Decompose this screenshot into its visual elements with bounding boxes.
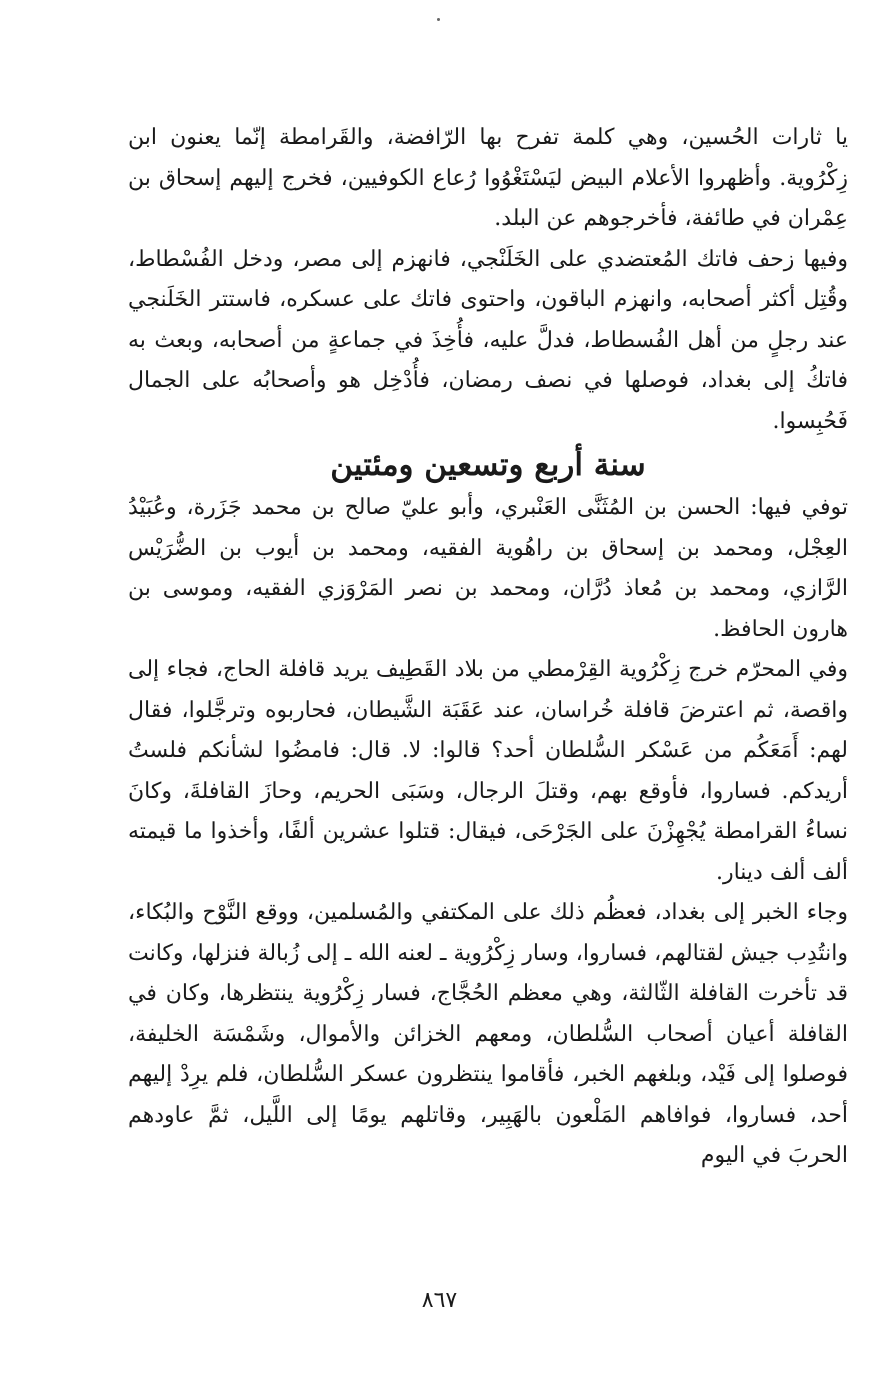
paragraph-4: وفي المحرّم خرج زِكْرُوية القِرْمطي من بلاد القَطِيف يريد قافلة الحاج، فجاء إلى واقصة، ثم اعترضَ قافلة خُراسان، عند عَقَبَة الشَّيطان، فحاربوه وترجَّلوا، فقال لهم: أَمَعَكُم من عَسْكر السُّلطان أحد؟ قالوا: لا. قال: فامضُوا لشأنكم فلستُ أريدكم. فساروا، فأوقع بهم، وقتلَ الرجال، وسَبَى الحريم، وحازَ القافلةَ، وكانَ نساءُ القرامطة يُجْهِزْنَ على الجَرْحَى، فيقال: قتلوا عشرين ألفًا، وأخذوا ما قيمته ألف ألف دينار.	[128, 657, 848, 885]
paragraph-3: توفي فيها: الحسن بن المُثَنَّى العَنْبري، وأبو عليّ صالح بن محمد جَزَرة، وعُبَيْدُ العِجْل، ومحمد بن إسحاق بن راهُوية الفقيه، ومحمد بن أيوب بن الضُّرَيْس الرَّازي، ومحمد بن مُعاذ دُرَّان، ومحمد بن نصر المَرْوَزي الفقيه، وموسى بن هارون الحافظ.	[128, 495, 848, 642]
section-heading: سنة أربع وتسعين ومئتين	[330, 447, 646, 483]
page-number: ٨٦٧	[421, 1288, 458, 1313]
page-mark	[437, 18, 440, 21]
paragraph-1: يا ثارات الحُسين، وهي كلمة تفرح بها الرّافضة، والقَرامطة إنّما يعنون ابن زِكْرُوية. وأظهروا الأعلام البيض ليَسْتَغْوُوا رُعاع الكوفيين، فخرج إليهم إسحاق بن عِمْران في طائفة، فأخرجوهم عن البلد.	[128, 125, 848, 231]
paragraph-2: وفيها زحف فاتك المُعتضدي على الخَلَنْجي، فانهزم إلى مصر، ودخل الفُسْطاط، وقُتِل أكثر أصحابه، وانهزم الباقون، واحتوى فاتك على عسكره، فاستتر الخَلَنجي عند رجلٍ من أهل الفُسطاط، فدلَّ عليه، فأُخِذَ في جماعةٍ من أصحابه، وبعث به فاتكُ إلى بغداد، فوصلها في نصف رمضان، فأُدْخِل هو وأصحابُه على الجمال فَحُبِسوا.	[128, 246, 848, 434]
page-body	[128, 118, 848, 1177]
paragraph-5: وجاء الخبر إلى بغداد، فعظُم ذلك على المكتفي والمُسلمين، ووقع النَّوْح والبُكاء، وانتُدِب جيش لقتالهم، فساروا، وسار زِكْرُوية ـ لعنه الله ـ إلى زُبالة فنزلها، وكانت قد تأخرت القافلة الثّالثة، وهي معظم الحُجَّاج، فسار زِكْرُوية ينتظرها، وكان في القافلة أعيان أصحاب السُّلطان، ومعهم الخزائن والأموال، وشَمْسَة الخليفة، فوصلوا إلى فَيْد، وبلغهم الخبر، فأقاموا ينتظرون عسكر السُّلطان، فلم يرِدْ إليهم أحد، فساروا، فوافاهم المَلْعون بالهَبِير، وقاتلهم يومًا إلى اللَّيل، ثمَّ عاودهم الحربَ في اليوم	[128, 900, 848, 1168]
